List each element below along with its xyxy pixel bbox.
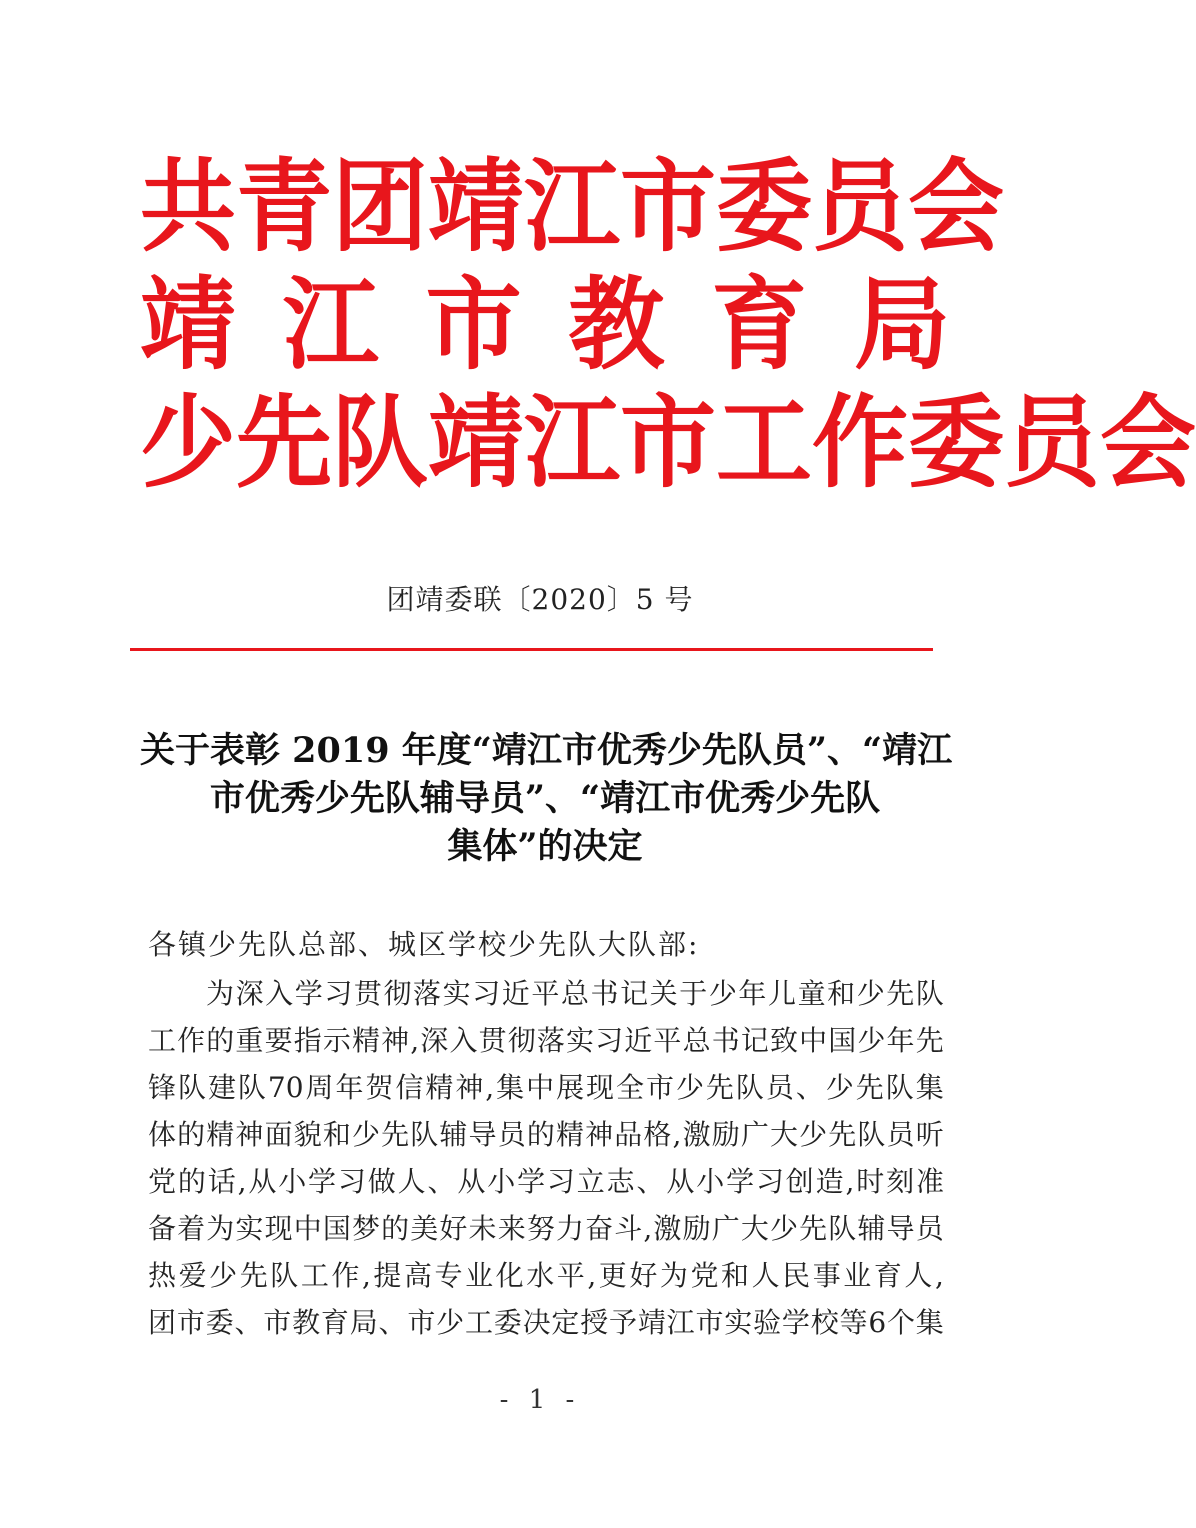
body-char: 听 bbox=[915, 1118, 944, 1151]
body-char: 要 bbox=[264, 1024, 293, 1057]
body-char: 学 bbox=[294, 977, 323, 1010]
body-char: 等 bbox=[839, 1306, 868, 1339]
body-char: 信 bbox=[395, 1071, 424, 1104]
body-char: 实 bbox=[566, 1024, 595, 1057]
body-char: 来 bbox=[497, 1212, 526, 1245]
body-line bbox=[148, 1205, 944, 1252]
body-char: 人 bbox=[397, 1165, 426, 1198]
body-char: 的 bbox=[177, 1165, 206, 1198]
title-line-3: 集体”的决定 bbox=[447, 826, 643, 867]
document-title bbox=[140, 727, 953, 871]
body-char: 平 bbox=[556, 1259, 585, 1292]
body-line bbox=[148, 1017, 944, 1064]
body-char: 队 bbox=[237, 1071, 266, 1104]
body-char: 记 bbox=[740, 1024, 769, 1057]
body-char: 平 bbox=[653, 1024, 682, 1057]
body-char: 精 bbox=[206, 1118, 235, 1151]
body-char: 总 bbox=[682, 1024, 711, 1057]
salutation: 各镇少先队总部、城区学校少先队大队部: bbox=[148, 928, 700, 961]
body-char: 、 bbox=[378, 1306, 407, 1339]
body-char: 现 bbox=[264, 1212, 293, 1245]
body-char: 先 bbox=[886, 977, 915, 1010]
issuer-char: 少 bbox=[140, 383, 236, 502]
body-char: 品 bbox=[614, 1118, 643, 1151]
body-char: 个 bbox=[886, 1306, 915, 1339]
body-char: 精 bbox=[555, 1118, 584, 1151]
body-char: 少 bbox=[856, 977, 885, 1010]
body-char: 貌 bbox=[293, 1118, 322, 1151]
body-char: 靖 bbox=[637, 1306, 666, 1339]
body-line bbox=[148, 1158, 944, 1205]
issuer-line-3 bbox=[140, 383, 1196, 502]
body-char: 展 bbox=[556, 1071, 585, 1104]
body-char: 育 bbox=[873, 1259, 902, 1292]
body-char: 业 bbox=[465, 1259, 494, 1292]
body-char: , bbox=[587, 1259, 597, 1292]
body-char: 国 bbox=[322, 1212, 351, 1245]
body-char: 教 bbox=[292, 1306, 321, 1339]
body-char: 中 bbox=[526, 1071, 555, 1104]
body-char: 先 bbox=[239, 1259, 268, 1292]
body-char: 队 bbox=[885, 1071, 914, 1104]
body-char: 局 bbox=[349, 1306, 378, 1339]
body-char: 、 bbox=[427, 1165, 456, 1198]
issuer-char: 会 bbox=[908, 147, 1004, 266]
body-char: 业 bbox=[843, 1259, 872, 1292]
body-char: 习 bbox=[755, 1165, 784, 1198]
body-char: 为 bbox=[206, 1212, 235, 1245]
body-char: 贯 bbox=[478, 1024, 507, 1057]
body-char: 导 bbox=[468, 1118, 497, 1151]
body-char: 员 bbox=[886, 1118, 915, 1151]
body-char: 江 bbox=[666, 1306, 695, 1339]
body-char: 全 bbox=[616, 1071, 645, 1104]
issuer-char: 江 bbox=[282, 265, 379, 384]
body-char: 重 bbox=[235, 1024, 264, 1057]
body-char: 立 bbox=[576, 1165, 605, 1198]
body-char: 创 bbox=[785, 1165, 814, 1198]
body-char: 年 bbox=[886, 1024, 915, 1057]
body-char: 队 bbox=[828, 1212, 857, 1245]
body-char: 民 bbox=[782, 1259, 811, 1292]
body-char: 大 bbox=[769, 1118, 798, 1151]
issuer-char: 江 bbox=[524, 147, 620, 266]
body-char: 热 bbox=[148, 1259, 177, 1292]
document-number: 团靖委联〔2020〕5 号 bbox=[386, 583, 694, 616]
body-char: 、 bbox=[795, 1071, 824, 1104]
body-char: 格 bbox=[643, 1118, 672, 1151]
body-char: 神 bbox=[455, 1071, 484, 1104]
body-char: 时 bbox=[856, 1165, 885, 1198]
body-char: 集 bbox=[915, 1306, 944, 1339]
body-char: 事 bbox=[812, 1259, 841, 1292]
body-char: 少 bbox=[799, 1118, 828, 1151]
body-char: 党 bbox=[148, 1165, 177, 1198]
body-char: 做 bbox=[367, 1165, 396, 1198]
body-char: 更 bbox=[598, 1259, 627, 1292]
body-char: 励 bbox=[682, 1212, 711, 1245]
issuer-char: 工 bbox=[716, 383, 812, 502]
body-char: 少 bbox=[708, 977, 737, 1010]
body-char: 斗 bbox=[614, 1212, 643, 1245]
issuer-char: 员 bbox=[812, 147, 908, 266]
body-char: 贯 bbox=[353, 977, 382, 1010]
body-paragraph bbox=[148, 970, 944, 1346]
body-char: 学 bbox=[781, 1306, 810, 1339]
body-char: 志 bbox=[606, 1165, 635, 1198]
body-char: 少 bbox=[209, 1259, 238, 1292]
body-char: 实 bbox=[442, 977, 471, 1010]
body-char: 团 bbox=[148, 1306, 177, 1339]
body-char: 习 bbox=[324, 977, 353, 1010]
body-char: 广 bbox=[711, 1212, 740, 1245]
body-char: 努 bbox=[526, 1212, 555, 1245]
issuer-char: 队 bbox=[332, 383, 428, 502]
body-line bbox=[148, 970, 944, 1017]
body-char: 指 bbox=[293, 1024, 322, 1057]
body-char: 面 bbox=[264, 1118, 293, 1151]
body-char: 学 bbox=[726, 1165, 755, 1198]
issuer-char: 江 bbox=[524, 383, 620, 502]
body-char: 市 bbox=[263, 1306, 292, 1339]
body-char: 落 bbox=[413, 977, 442, 1010]
body-char: , bbox=[361, 1259, 371, 1292]
body-line bbox=[148, 1299, 944, 1346]
body-char: 深 bbox=[235, 977, 264, 1010]
body-char: 入 bbox=[265, 977, 294, 1010]
body-char: 神 bbox=[235, 1118, 264, 1151]
body-char: 、 bbox=[234, 1306, 263, 1339]
body-char: 童 bbox=[797, 977, 826, 1010]
body-char: 示 bbox=[322, 1024, 351, 1057]
body-char: 体 bbox=[148, 1118, 177, 1151]
body-char: 大 bbox=[740, 1212, 769, 1245]
body-char: 水 bbox=[526, 1259, 555, 1292]
title-line-1: 关于表彰 2019 年度“靖江市优秀少先队员”、“靖江 bbox=[140, 730, 953, 771]
body-char: , bbox=[485, 1071, 495, 1104]
body-char: 贺 bbox=[365, 1071, 394, 1104]
body-char: 辅 bbox=[439, 1118, 468, 1151]
body-char: 人 bbox=[904, 1259, 933, 1292]
body-char: 集 bbox=[915, 1071, 944, 1104]
body-char: 市 bbox=[407, 1306, 436, 1339]
body-char: 小 bbox=[278, 1165, 307, 1198]
issuer-char: 靖 bbox=[428, 383, 524, 502]
body-char: 小 bbox=[487, 1165, 516, 1198]
body-char: 和 bbox=[827, 977, 856, 1010]
body-char: 彻 bbox=[507, 1024, 536, 1057]
body-char: 高 bbox=[403, 1259, 432, 1292]
body-char: 激 bbox=[682, 1118, 711, 1151]
body-char: 奋 bbox=[585, 1212, 614, 1245]
body-char: 实 bbox=[724, 1306, 753, 1339]
issuer-char: 员 bbox=[1004, 383, 1100, 502]
body-char: 关 bbox=[649, 977, 678, 1010]
body-char: 神 bbox=[585, 1118, 614, 1151]
body-char: 励 bbox=[711, 1118, 740, 1151]
body-char: 建 bbox=[207, 1071, 236, 1104]
body-char: 周 bbox=[305, 1071, 334, 1104]
body-char: 年 bbox=[335, 1071, 364, 1104]
body-char: , bbox=[237, 1165, 247, 1198]
issuer-header bbox=[140, 147, 1196, 502]
body-char: 、 bbox=[636, 1165, 665, 1198]
body-char: 美 bbox=[410, 1212, 439, 1245]
body-char: , bbox=[845, 1165, 855, 1198]
body-char: 小 bbox=[696, 1165, 725, 1198]
body-char: 辅 bbox=[857, 1212, 886, 1245]
body-char: 为 bbox=[206, 977, 235, 1010]
body-char: 定 bbox=[551, 1306, 580, 1339]
issuer-line-1 bbox=[140, 147, 1004, 266]
body-char: 员 bbox=[765, 1071, 794, 1104]
body-char: 广 bbox=[740, 1118, 769, 1151]
body-char: 员 bbox=[497, 1118, 526, 1151]
body-char: 少 bbox=[857, 1024, 886, 1057]
body-char: 从 bbox=[457, 1165, 486, 1198]
body-char: 中 bbox=[293, 1212, 322, 1245]
body-char: 先 bbox=[855, 1071, 884, 1104]
body-char: 年 bbox=[738, 977, 767, 1010]
body-char: 好 bbox=[629, 1259, 658, 1292]
body-char: 学 bbox=[517, 1165, 546, 1198]
body-char: 和 bbox=[322, 1118, 351, 1151]
body-char: 队 bbox=[177, 1071, 206, 1104]
body-char: 专 bbox=[434, 1259, 463, 1292]
body-char: 先 bbox=[828, 1118, 857, 1151]
issuer-char: 靖 bbox=[140, 265, 236, 384]
issuer-char: 团 bbox=[332, 147, 428, 266]
body-char: 现 bbox=[586, 1071, 615, 1104]
body-char: 员 bbox=[915, 1212, 944, 1245]
body-char: 的 bbox=[177, 1118, 206, 1151]
body-char: 精 bbox=[351, 1024, 380, 1057]
body-char: 国 bbox=[828, 1024, 857, 1057]
body-char: 平 bbox=[531, 977, 560, 1010]
body-char: 深 bbox=[420, 1024, 449, 1057]
body-char: 入 bbox=[449, 1024, 478, 1057]
body-char: 从 bbox=[248, 1165, 277, 1198]
body-char: 70 bbox=[267, 1071, 304, 1104]
body-char: 先 bbox=[705, 1071, 734, 1104]
body-char: 儿 bbox=[767, 977, 796, 1010]
issuer-char: 青 bbox=[236, 147, 332, 266]
body-char: 提 bbox=[373, 1259, 402, 1292]
page-number: - 1 - bbox=[499, 1385, 581, 1415]
body-char: 从 bbox=[666, 1165, 695, 1198]
body-char: 中 bbox=[799, 1024, 828, 1057]
body-char: , bbox=[643, 1212, 653, 1245]
body-char: 精 bbox=[425, 1071, 454, 1104]
body-char: 近 bbox=[501, 977, 530, 1010]
body-char: 话 bbox=[207, 1165, 236, 1198]
issuer-char: 靖 bbox=[428, 147, 524, 266]
body-char: 导 bbox=[886, 1212, 915, 1245]
body-char: 习 bbox=[472, 977, 501, 1010]
body-char: 和 bbox=[721, 1259, 750, 1292]
body-char: 委 bbox=[205, 1306, 234, 1339]
issuer-char: 共 bbox=[140, 147, 236, 266]
body-char: 队 bbox=[857, 1118, 886, 1151]
body-char: 队 bbox=[735, 1071, 764, 1104]
body-char: 落 bbox=[536, 1024, 565, 1057]
body-char: 爱 bbox=[178, 1259, 207, 1292]
body-char: 力 bbox=[555, 1212, 584, 1245]
issuer-char: 作 bbox=[812, 383, 908, 502]
body-char: 备 bbox=[148, 1212, 177, 1245]
body-char: 验 bbox=[753, 1306, 782, 1339]
issuer-char: 育 bbox=[711, 265, 808, 384]
body-char: 致 bbox=[769, 1024, 798, 1057]
body-char: 工 bbox=[300, 1259, 329, 1292]
body-line bbox=[148, 1064, 944, 1111]
body-char: 总 bbox=[560, 977, 589, 1010]
body-char: 梦 bbox=[351, 1212, 380, 1245]
body-char: 书 bbox=[711, 1024, 740, 1057]
body-char: 为 bbox=[659, 1259, 688, 1292]
body-char: 造 bbox=[815, 1165, 844, 1198]
body-char: 的 bbox=[526, 1118, 555, 1151]
body-char: 授 bbox=[580, 1306, 609, 1339]
body-char: 集 bbox=[496, 1071, 525, 1104]
title-line-2: 市优秀少先队辅导员”、“靖江市优秀少先队 bbox=[209, 778, 881, 819]
body-char: 队 bbox=[410, 1118, 439, 1151]
body-char: 于 bbox=[679, 977, 708, 1010]
body-char: 作 bbox=[331, 1259, 360, 1292]
body-char: 彻 bbox=[383, 977, 412, 1010]
issuer-char: 市 bbox=[425, 265, 522, 384]
body-char: 准 bbox=[915, 1165, 944, 1198]
body-char: 记 bbox=[620, 977, 649, 1010]
issuer-char: 委 bbox=[908, 383, 1004, 502]
body-char: 未 bbox=[468, 1212, 497, 1245]
body-char: 党 bbox=[690, 1259, 719, 1292]
body-char: 育 bbox=[320, 1306, 349, 1339]
body-char: 予 bbox=[609, 1306, 638, 1339]
issuer-char: 委 bbox=[716, 147, 812, 266]
body-char: 人 bbox=[751, 1259, 780, 1292]
body-char: 工 bbox=[148, 1024, 177, 1057]
body-char: 6 bbox=[868, 1306, 887, 1339]
body-char: 少 bbox=[825, 1071, 854, 1104]
issuer-char: 先 bbox=[236, 383, 332, 502]
body-char: 队 bbox=[915, 977, 944, 1010]
body-char: 少 bbox=[675, 1071, 704, 1104]
body-char: 作 bbox=[177, 1024, 206, 1057]
body-char: 化 bbox=[495, 1259, 524, 1292]
body-char: 委 bbox=[493, 1306, 522, 1339]
body-char: , bbox=[934, 1259, 944, 1292]
issuer-char: 教 bbox=[568, 265, 665, 384]
body-char: 锋 bbox=[148, 1071, 177, 1104]
body-char: 先 bbox=[799, 1212, 828, 1245]
body-char: 实 bbox=[235, 1212, 264, 1245]
body-char: 市 bbox=[695, 1306, 724, 1339]
body-char: 少 bbox=[436, 1306, 465, 1339]
body-char: 决 bbox=[522, 1306, 551, 1339]
body-char: 工 bbox=[464, 1306, 493, 1339]
issuer-char: 会 bbox=[1100, 383, 1196, 502]
body-char: 少 bbox=[769, 1212, 798, 1245]
body-char: 市 bbox=[645, 1071, 674, 1104]
body-char: 习 bbox=[546, 1165, 575, 1198]
body-char: 着 bbox=[177, 1212, 206, 1245]
body-char: 的 bbox=[206, 1024, 235, 1057]
body-char: 队 bbox=[270, 1259, 299, 1292]
issuer-char: 市 bbox=[620, 147, 716, 266]
body-char: 刻 bbox=[886, 1165, 915, 1198]
body-char: 好 bbox=[439, 1212, 468, 1245]
issuer-line-2 bbox=[140, 266, 950, 384]
body-char: 校 bbox=[810, 1306, 839, 1339]
body-line bbox=[148, 1111, 944, 1158]
body-char: 先 bbox=[381, 1118, 410, 1151]
body-line bbox=[148, 1252, 944, 1299]
body-char: 书 bbox=[590, 977, 619, 1010]
body-char: 市 bbox=[176, 1306, 205, 1339]
issuer-char: 市 bbox=[620, 383, 716, 502]
body-char: 先 bbox=[915, 1024, 944, 1057]
red-divider-line bbox=[130, 648, 933, 651]
body-char: 学 bbox=[308, 1165, 337, 1198]
body-char: 激 bbox=[653, 1212, 682, 1245]
body-char: 少 bbox=[351, 1118, 380, 1151]
body-char: 的 bbox=[381, 1212, 410, 1245]
body-char: 习 bbox=[595, 1024, 624, 1057]
body-char: 神 bbox=[381, 1024, 410, 1057]
issuer-char: 局 bbox=[853, 265, 950, 384]
body-char: , bbox=[672, 1118, 682, 1151]
body-char: 习 bbox=[337, 1165, 366, 1198]
body-char: , bbox=[410, 1024, 420, 1057]
body-char: 近 bbox=[624, 1024, 653, 1057]
